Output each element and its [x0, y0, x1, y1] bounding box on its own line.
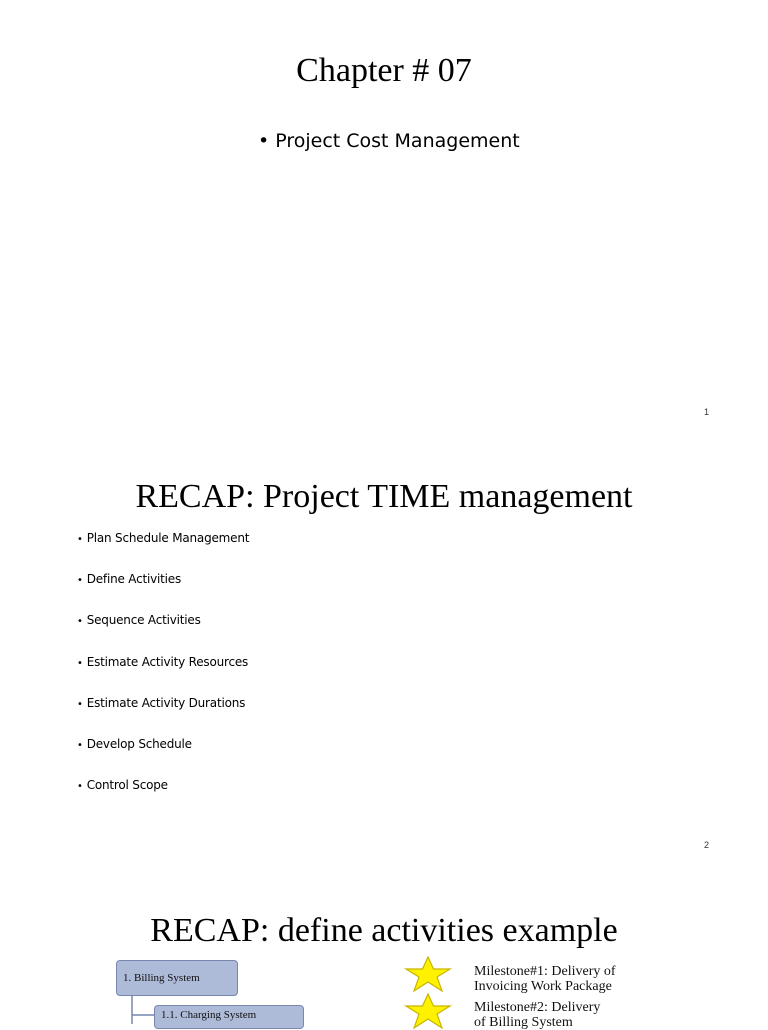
list-item-text: Control Scope	[86, 778, 168, 792]
slide-number: 2	[703, 840, 709, 850]
list-item-text: Estimate Activity Resources	[86, 655, 249, 669]
list-item-text: Define Activities	[86, 572, 182, 586]
bullet-dot-icon: •	[77, 699, 83, 710]
star-icon	[404, 956, 452, 992]
slide-title: RECAP: Project TIME management	[135, 478, 633, 515]
bullet-dot-icon: •	[77, 740, 83, 751]
bullet-dot-icon: •	[77, 575, 83, 586]
slide-title: RECAP: define activities example	[150, 912, 618, 949]
list-item-text: Sequence Activities	[86, 613, 201, 627]
slide-number: 1	[703, 407, 709, 417]
list-item-text: Develop Schedule	[86, 737, 192, 751]
bullet-dot-icon: •	[77, 616, 83, 627]
milestone-line: Milestone#1: Delivery of	[474, 964, 616, 979]
bullet-dot-icon: •	[77, 781, 83, 792]
milestone-line: of Billing System	[474, 1015, 573, 1030]
wbs-root-box	[116, 960, 238, 996]
slide-title: Chapter # 07	[296, 52, 472, 89]
wbs-child-label: 1.1. Charging System	[161, 1009, 257, 1021]
bullet-text: Project Cost Management	[275, 130, 520, 152]
list-item-text: Plan Schedule Management	[86, 531, 250, 545]
bullet-dot-icon: •	[258, 130, 270, 152]
milestone-label	[474, 964, 616, 994]
bullet-dot-icon: •	[77, 534, 83, 545]
bullet-dot-icon: •	[77, 658, 83, 669]
list-item-text: Estimate Activity Durations	[86, 696, 246, 710]
milestone-label	[474, 1000, 600, 1030]
wbs-root-label: 1. Billing System	[123, 972, 200, 984]
milestone-line: Invoicing Work Package	[474, 979, 612, 994]
wbs-child-box	[154, 1005, 304, 1029]
milestone-line: Milestone#2: Delivery	[474, 1000, 601, 1015]
